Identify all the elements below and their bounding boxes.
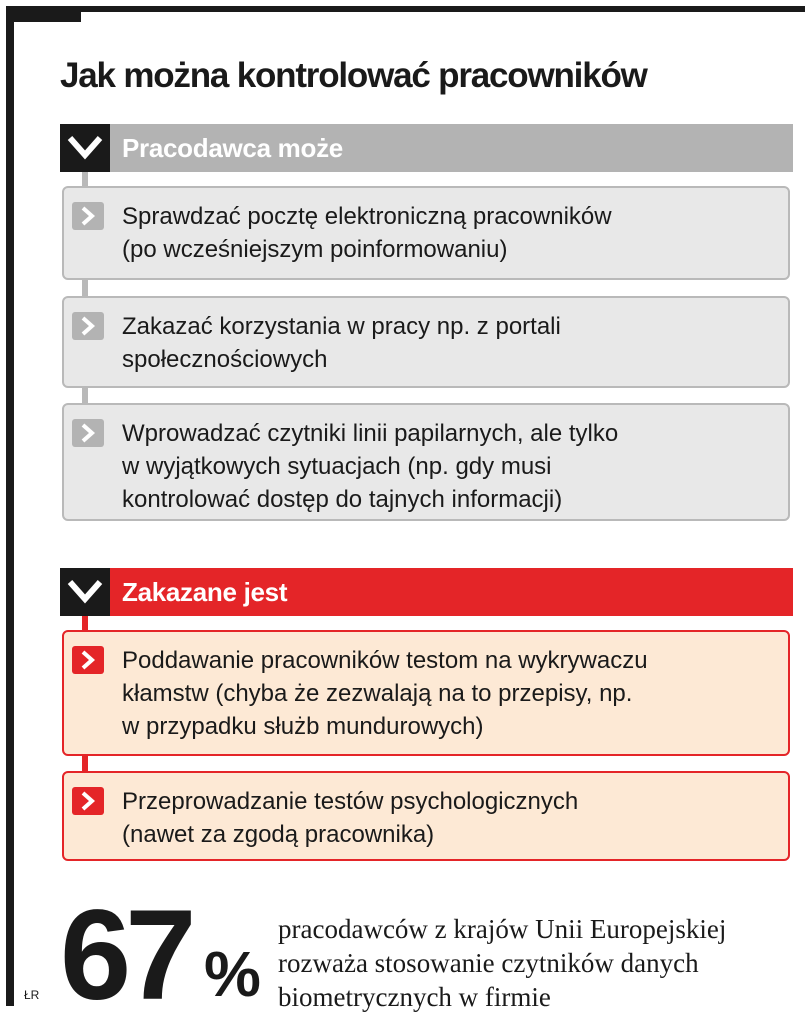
text-line: społecznościowych	[122, 346, 328, 373]
infographic-title: Jak można kontrolować pracowników	[60, 56, 647, 95]
allowed-item-text	[122, 310, 768, 376]
allowed-header-label: Pracodawca może	[122, 133, 343, 163]
text-line: Wprowadzać czytniki linii papilarnych, ale tylko	[122, 420, 619, 447]
chevron-right-icon	[72, 202, 104, 230]
chevron-right-icon	[72, 646, 104, 674]
frame-left-rule	[6, 6, 14, 1006]
chevron-right-icon	[72, 419, 104, 447]
chevron-down-icon	[67, 134, 103, 160]
text-line: w wyjątkowych sytuacjach (np. gdy musi	[122, 453, 552, 480]
allowed-item-text	[122, 417, 768, 516]
text-line: Sprawdzać pocztę elektroniczną pracowników	[122, 203, 612, 230]
text-line: pracodawców z krajów Unii Europejskiej	[278, 914, 727, 944]
allowed-item	[62, 403, 790, 521]
allowed-item-text	[122, 200, 768, 266]
forbidden-item-text	[122, 785, 768, 851]
text-line: kłamstw (chyba że zezwalają na to przepisy, np.	[122, 680, 633, 707]
allowed-chevron-box	[60, 124, 110, 172]
frame-corner	[6, 6, 81, 22]
allowed-item	[62, 186, 790, 280]
text-line: w przypadku służb mundurowych)	[122, 713, 484, 740]
forbidden-item	[62, 771, 790, 861]
stat-description	[278, 912, 798, 1014]
text-line: (po wcześniejszym poinformowaniu)	[122, 236, 508, 263]
chevron-right-icon	[72, 787, 104, 815]
forbidden-item	[62, 630, 790, 756]
stat-percent-sign: %	[204, 938, 261, 1010]
text-line: Przeprowadzanie testów psychologicznych	[122, 788, 579, 815]
text-line: biometrycznych w firmie	[278, 982, 551, 1012]
forbidden-header-label: Zakazane jest	[122, 577, 288, 607]
forbidden-chevron-box	[60, 568, 110, 616]
frame-top-rule	[6, 6, 805, 12]
author-credit: ŁR	[24, 988, 40, 1002]
text-line: Zakazać korzystania w pracy np. z portali	[122, 313, 561, 340]
chevron-right-icon	[72, 312, 104, 340]
forbidden-item-text	[122, 644, 768, 743]
allowed-section-header	[60, 124, 793, 172]
stat-number: 67	[60, 884, 191, 1027]
text-line: rozważa stosowanie czytników danych	[278, 948, 699, 978]
forbidden-section-header	[60, 568, 793, 616]
text-line: kontrolować dostęp do tajnych informacji)	[122, 486, 563, 513]
chevron-down-icon	[67, 578, 103, 604]
text-line: Poddawanie pracowników testom na wykrywaczu	[122, 647, 648, 674]
text-line: (nawet za zgodą pracownika)	[122, 821, 435, 848]
allowed-item	[62, 296, 790, 388]
